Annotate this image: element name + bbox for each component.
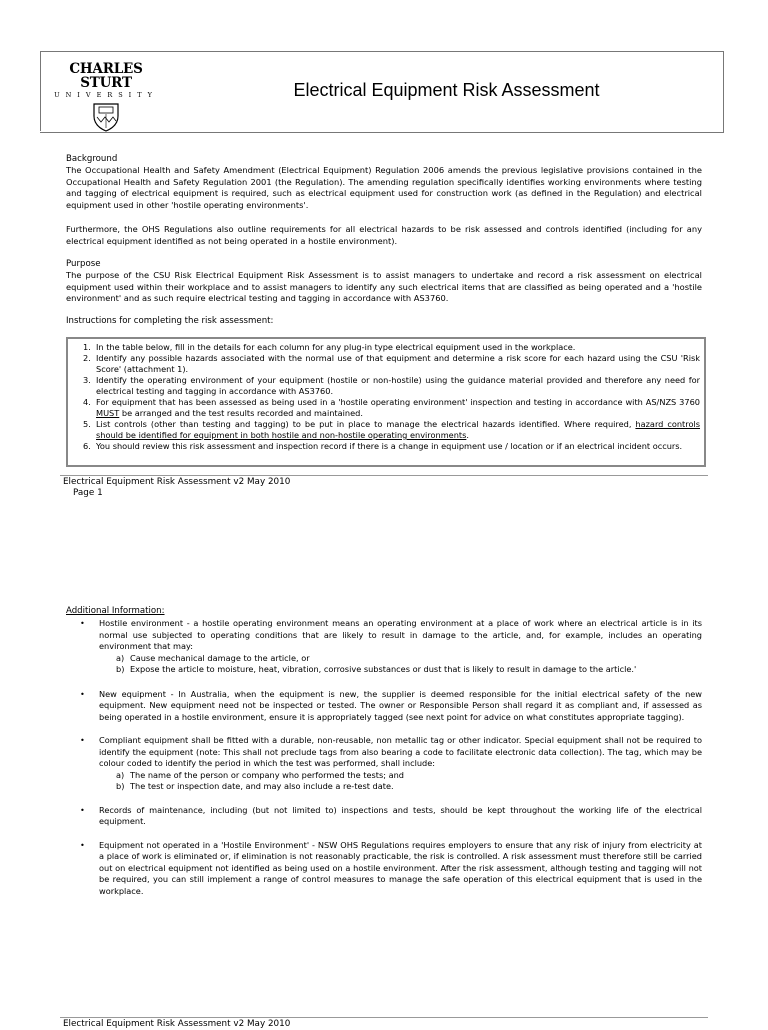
- bullet-new-equipment: • New equipment - In Australia, when the equipment is new, the supplier is deemed responsible for the initial electrical safety of the new equipment. New equipment need not be inspected or tested. The owner or Responsible Person shall regard it as compliant and, if assessed as being operated in a hostile environment, ensure it is appropriately tagged (see next point for advice on what constitutes appropriate tagging).: [80, 688, 702, 722]
- background-heading: Background: [66, 154, 118, 164]
- sub-item: a) The name of the person or company who performed the tests; and: [116, 769, 404, 780]
- bullet-hostile: • Hostile environment - a hostile operating environment means an operating environment at a place of work where an electrical article is in its normal use subjected to operating conditions that are likely to result in damage to the article, and, for example, includes an operating environment that may:: [80, 618, 702, 651]
- bullet-glyph: •: [80, 618, 85, 628]
- additional-heading: Additional Information:: [66, 606, 165, 616]
- logo-sub: UNIVERSITY: [54, 91, 158, 99]
- shield-crest-icon: [92, 102, 120, 132]
- bullet-records: • Records of maintenance, including (but not limited to) inspections and tests, should be kept throughout the working life of the electrical equipment.: [80, 804, 702, 826]
- footer-title: Electrical Equipment Risk Assessment v2 May 2010: [63, 477, 291, 487]
- footer-rule: [60, 475, 708, 476]
- instruction-item: 2. Identify any possible hazards associated with the normal use of that equipment and determine a risk score for each hazard using the CSU 'Risk Score' (attachment 1).: [83, 353, 700, 374]
- sub-item: a) Cause mechanical damage to the article, or: [116, 652, 310, 663]
- footer-rule-2: [60, 1017, 708, 1018]
- instruction-item: 4. For equipment that has been assessed as being used in a 'hostile operating environment' inspection and testing in accordance with AS/NZS 3760 MUST be arranged and the test results recorded and maintained.: [83, 397, 700, 418]
- bullet-not-hostile: • Equipment not operated in a 'Hostile Environment' - NSW OHS Regulations requires employers to ensure that any risk of injury from electricity at a place of work is eliminated or, if elimination is not reasonably practicable, the risk is controlled. A risk assessment must therefore still be carried out on electrical equipment not identified as being used on a hostile environment. After the risk assessment, although testing and tagging will not be required, you can still implement a range of control measures to manage the safe operation of this electrical equipment that is used in the workplace.: [80, 839, 702, 896]
- sub-item: b) The test or inspection date, and may also include a re-test date.: [116, 781, 394, 791]
- document-title: Electrical Equipment Risk Assessment: [293, 80, 600, 100]
- bullet-compliant: • Compliant equipment shall be fitted with a durable, non-reusable, non metallic tag or other indicator. Special equipment shall not be required to identify the equipment (note: This shall not preclude tags from also bearing a code to facilitate electronic data collection). The tag, which may be colour coded to identify the period in which the test was performed, shall include:: [80, 735, 702, 768]
- footer-title-2: Electrical Equipment Risk Assessment v2 May 2010: [63, 1019, 291, 1029]
- instructions-list: [68, 339, 704, 452]
- background-paragraph-2: Furthermore, the OHS Regulations also outline requirements for all electrical hazards to be risk assessed and controls identified (including for any electrical equipment identified as not being operated in a hostile environment).: [66, 224, 702, 246]
- purpose-heading: Purpose: [66, 259, 101, 269]
- must-emphasis: MUST: [96, 408, 120, 418]
- sub-item: b) Expose the article to moisture, heat, vibration, corrosive substances or dust that is likely to result in damage to the article.': [116, 664, 637, 674]
- additional-list: [66, 618, 702, 897]
- background-paragraph-1: The Occupational Health and Safety Amendment (Electrical Equipment) Regulation 2006 amends the previous legislative provisions contained in the Occupational Health and Safety Regulation 2001 (the Regulation). The amending regulation specifically identifies working environments where testing and tagging of electrical equipment is required, such as electrical equipment used for construction work (as defined in the Regulation) and electrical equipment used in other 'hostile operating environments'.: [66, 165, 702, 210]
- instruction-item: 1. In the table below, fill in the details for each column for any plug-in type electrical equipment used in the workplace.: [83, 342, 576, 352]
- purpose-paragraph: The purpose of the CSU Risk Electrical Equipment Risk Assessment is to assist managers to undertake and record a risk assessment on electrical equipment used within their workplace and to assist managers to identify any such electrical items that are classified as being operated and a 'hostile environment' and as such require electrical testing and tagging in accordance with AS3760.: [66, 270, 702, 303]
- footer-page-number: Page 1: [73, 488, 103, 498]
- university-logo: [46, 62, 166, 132]
- logo-name: CHARLES STURT: [69, 61, 143, 91]
- instruction-item: 6. You should review this risk assessment and inspection record if there is a change in equipment use / location or if an electrical incident occurs.: [83, 441, 683, 451]
- instructions-heading: Instructions for completing the risk assessment:: [66, 316, 274, 326]
- instructions-box: [66, 337, 706, 467]
- instruction-item: 3. Identify the operating environment of your equipment (hostile or non-hostile) using the guidance material provided and therefore any need for electrical testing and tagging in accordance with AS3760.: [83, 375, 700, 396]
- logo-divider: [40, 51, 41, 131]
- instruction-item: 5. List controls (other than testing and tagging) to be put in place to manage the electrical hazards identified. Where required, hazard controls should be identified for equipment in both hostile and non-hostile operating environments.: [83, 419, 700, 440]
- hazard-controls-emphasis: hazard controls should be identified for equipment in both hostile and non-hostile operating environments: [96, 419, 700, 440]
